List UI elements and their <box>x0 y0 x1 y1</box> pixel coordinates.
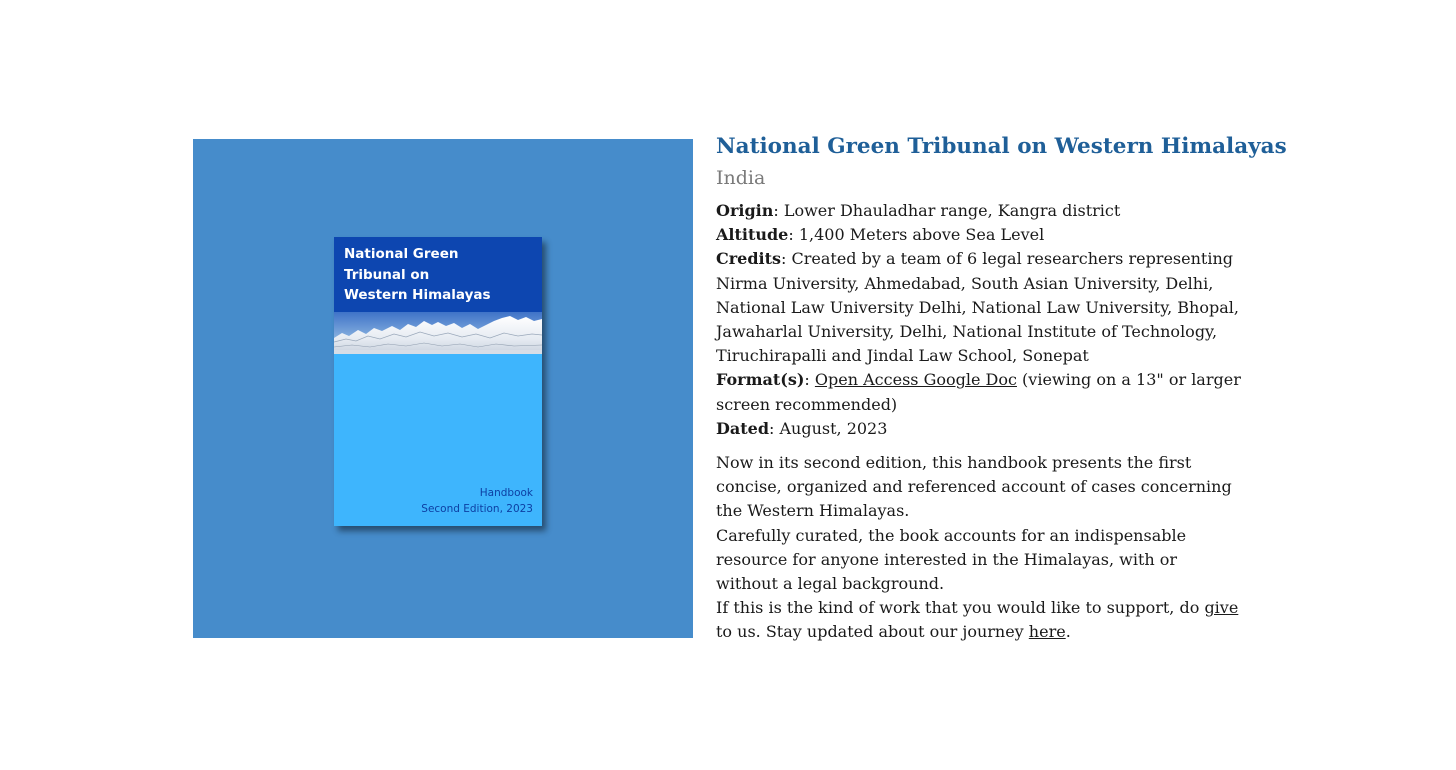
give-link[interactable]: give <box>1204 598 1239 618</box>
book-cover-edition <box>421 485 533 517</box>
mountain-range-image <box>334 312 542 354</box>
credits-line: Tiruchirapalli and Jindal Law School, Sonepat <box>716 346 1089 366</box>
support-line <box>716 596 1286 620</box>
credits-line: Jawaharlal University, Delhi, National Institute of Technology, <box>716 322 1218 342</box>
dated-label: Dated <box>716 418 769 438</box>
altitude-value: : 1,400 Meters above Sea Level <box>788 225 1045 245</box>
book-cover-title-line: National Green <box>344 246 459 262</box>
book-cover <box>334 237 542 526</box>
dated-value: : August, 2023 <box>769 418 888 438</box>
format-separator: : <box>804 370 815 390</box>
journey-text: to us. Stay updated about our journey <box>716 622 1029 642</box>
description-line: Now in its second edition, this handbook presents the first <box>716 453 1192 473</box>
origin-label: Origin <box>716 201 774 220</box>
origin-value: : Lower Dhauladhar range, Kangra district <box>773 201 1121 220</box>
book-cover-edition-line: Handbook <box>479 487 533 499</box>
description-line: resource for anyone interested in the Himalayas, with or <box>716 549 1178 569</box>
description-line: without a legal background. <box>716 574 945 594</box>
journey-line <box>716 620 1286 644</box>
credits-line: Nirma University, Ahmedabad, South Asian University, Delhi, <box>716 273 1214 293</box>
country-subtitle: India <box>716 167 766 189</box>
credits-label: Credits <box>716 249 782 269</box>
book-cover-panel <box>193 139 693 638</box>
description-line: Carefully curated, the book accounts for an indispensable <box>716 525 1187 545</box>
format-line <box>716 368 1286 392</box>
credits-row <box>716 247 1286 368</box>
journey-here-link[interactable]: here <box>1028 622 1066 642</box>
origin-row <box>716 199 1286 223</box>
description-line: concise, organized and referenced account of cases concerning <box>716 477 1232 497</box>
book-cover-title <box>344 244 534 306</box>
journey-period: . <box>1065 622 1071 642</box>
dated-row <box>716 417 1286 441</box>
book-cover-title-line: Tribunal on <box>344 266 430 283</box>
book-metadata <box>716 199 1286 441</box>
format-note: (viewing on a 13" or larger <box>1016 370 1241 390</box>
book-description <box>716 451 1286 645</box>
credits-line: National Law University Delhi, National Law University, Bhopal, <box>716 297 1239 317</box>
support-text: If this is the kind of work that you would like to support, do <box>716 598 1205 618</box>
page-title: National Green Tribunal on Western Himalayas <box>716 134 1287 159</box>
book-info <box>716 130 1286 645</box>
book-cover-title-line: Western Himalayas <box>344 287 491 303</box>
book-cover-edition-line: Second Edition, 2023 <box>421 503 533 515</box>
credits-line <box>716 247 1286 271</box>
credits-value: : Created by a team of 6 legal researchers representing <box>781 249 1233 269</box>
altitude-label: Altitude <box>716 225 789 245</box>
format-label: Format(s) <box>716 370 805 390</box>
format-row <box>716 368 1286 416</box>
format-note-line: screen recommended) <box>716 394 898 414</box>
book-cover-title-band <box>334 237 542 314</box>
description-line: the Western Himalayas. <box>716 501 910 521</box>
altitude-row <box>716 223 1286 247</box>
google-doc-link[interactable]: Open Access Google Doc <box>814 370 1017 390</box>
